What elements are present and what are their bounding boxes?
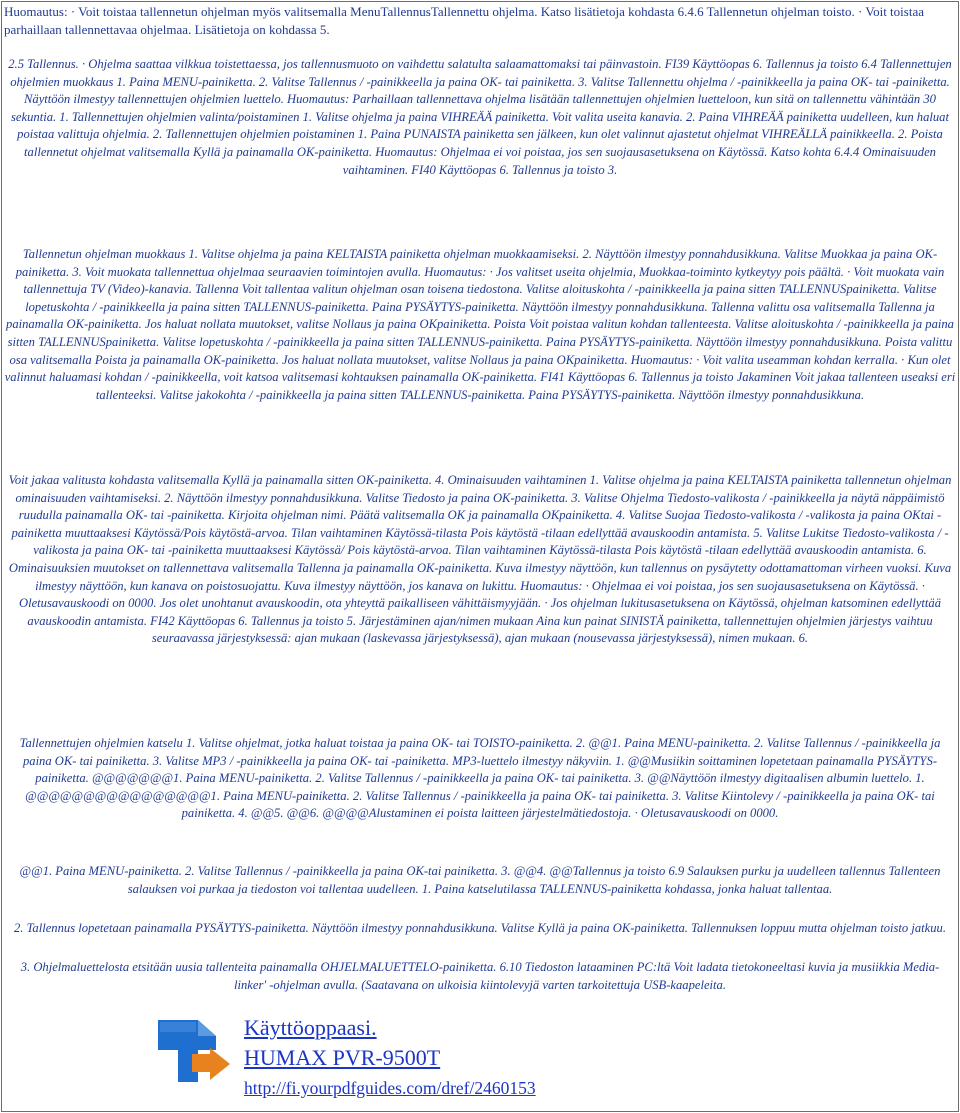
model-link[interactable]: HUMAX PVR-9500T xyxy=(244,1045,441,1070)
pc-download-paragraph: 3. Ohjelmaluettelosta etsitään uusia tallenteita painamalla OHJELMALUETTELO-painiketta. 6.10 Tiedoston lataaminen PC:ltä Voit ladata tietokoneeltasi kuvia ja musiikkia Media- linker' -ohjelman avulla. (Saatavana on ulkoisia kiintolevyjä varten tarkoitettuja USB-kaapeleita. xyxy=(20,960,940,992)
pdf-guides-logo xyxy=(152,1010,234,1086)
source-url-link[interactable]: http://fi.yourpdfguides.com/dref/2460153 xyxy=(244,1078,536,1098)
properties-paragraph: Voit jakaa valitusta kohdasta valitsemalla Kyllä ja painamalla sitten OK-painiketta. 4. Ominaisuuden vaihtaminen 1. Valitse ohjelma ja paina KELTAISTA painiketta tallennetun ohjelman ominaisuuden vaihtamiseksi. 2. Näyttöön ilmestyy ponnahdusikkuna. Valitse Tiedosto ja paina OK-painiketta. 3. Valitse Ohjelma Tiedosto-valikosta / -painikkeella ja näytä näppäimistö ruudulla painamalla OK- tai -painiketta. Kirjoita ohjelman nimi. Päätä valitsemalla OK ja painamalla OKpainiketta. 4. Valitse Suojaa Tiedosto-valikosta / -valikosta ja paina OKtai -painiketta muuttaaksesi Käytössä/Pois käytöstä-arvoa. Tilan vaihtaminen Käytössä-tilasta Pois käytöstä -tilaan edellyttää avauskoodin antamista. 5. Valitse Lukitse Tiedosto-valikosta / -valikosta ja paina OK- tai -painiketta muuttaaksesi Käytössä/ Pois käytöstä-arvoa. Tilan vaihtaminen Käytössä-tilasta Pois käytöstä -tilaan edellyttää avauskoodin antamista. 6. Ominaisuuksien muutokset on tallennettava valitsemalla Tallenna ja painamalla OK-painiketta. Kuva ilmestyy näyttöön, kun tallennus on pysäytetty odottamattoman virheen vuoksi. Kuva ilmestyy näyttöön, kun kanava on poistosuojattu. Kuva ilmestyy näyttöön, jos kanava on lukittu. Huomautus: · Ohjelmaa ei voi poistaa, jos sen suojausasetuksena on Käytössä. · Oletusavauskoodi on 0000. Jos olet unohtanut avauskoodin, ota yhteyttä paikalliseen vähittäismyyjään. · Jos ohjelman lukitusasetuksena on Käytössä, ohjelman katsominen edellyttää avauskoodin antamista. FI42 Käyttöopas 6. Tallennus ja toisto 5. Järjestäminen ajan/nimen mukaan Aina kun painat SINISTÄ painiketta, tallennettujen ohjelmien järjestys vaihtuu seuraavassa järjestyksessä: ajan mukaan (laskevassa järjestyksessä), ajan mukaan (nousevassa järjestyksessä), nimen mukaan. 6. xyxy=(8,473,952,646)
manual-title-link[interactable]: Käyttöoppaasi. xyxy=(244,1015,377,1040)
note-paragraph: Huomautus: · Voit toistaa tallennetun ohjelman myös valitsemalla MenuTallennusTallennettu ohjelma. Katso lisätietoja kohdasta 6.4.6 Tallennetun ohjelman toisto. · Voit toistaa parhaillaan tallennettavaa ohjelmaa. Lisätietoja on kohdassa 5. xyxy=(4,4,924,37)
decrypt-paragraph: @@1. Paina MENU-painiketta. 2. Valitse Tallennus / -painikkeella ja paina OK-tai painiketta. 3. @@4. @@Tallennus ja toisto 6.9 Salauksen purku ja uudelleen tallennus Tallenteen salauksen voi purkaa ja tiedoston voi tallentaa uudelleen. 1. Paina katselutilassa TALLENNUS-painiketta kohdassa, jonka haluat tallentaa. xyxy=(19,864,941,896)
edit-program-paragraph: Tallennetun ohjelman muokkaus 1. Valitse ohjelma ja paina KELTAISTA painiketta ohjelman muokkaamiseksi. 2. Näyttöön ilmestyy ponnahdusikkuna. Valitse Muokkaa ja paina OK-painiketta. 3. Voit muokata tallennettua ohjelmaa seuraavien toimintojen avulla. Huomautus: · Jos valitset useita ohjelmia, Muokkaa-toiminto kytkeytyy pois päältä. · Voit muokata vain tallennettuja TV (Video)-kanavia. Tallenna Voit tallentaa valitun ohjelman osan toisena tiedostona. Valitse aloituskohta / -painikkeella ja paina sitten TALLENNUSpainiketta. Valitse lopetuskohta / -painikkeella ja paina sitten TALLENNUS-painiketta. Paina PYSÄYTYS-painiketta. Näyttöön ilmestyy ponnahdusikkuna. Tallenna valittu osa valitsemalla Tallenna ja painamalla OK-painiketta. Jos haluat nollata muutokset, valitse Nollaus ja paina OKpainiketta. Poista Voit poistaa valitun kohdan tallenteesta. Valitse aloituskohta / -painikkeella ja paina sitten TALLENNUSpainiketta. Valitse lopetuskohta / -painikkeella ja paina sitten TALLENNUS-painiketta. Paina PYSÄYTYS-painiketta. Näyttöön ilmestyy ponnahdusikkuna. Poista valittu osa valitsemalla Poista ja painamalla OK-painiketta. Jos haluat nollata muutokset, valitse Nollaus ja paina OKpainiketta. Huomautus: · Voit valita useamman kohdan kerralla. · Kun olet valinnut haluamasi kohdan / -painikkeella, voit katsoa valitsemasi kohtauksen painamalla OK-painiketta. FI41 Käyttöopas 6. Tallennus ja toisto Jakaminen Voit jakaa tallenteen useaksi eri tallenteeksi. Valitse jakokohta / -painikkeella ja paina sitten TALLENNUS-painiketta. Paina PYSÄYTYS-painiketta. Näyttöön ilmestyy ponnahdusikkuna. xyxy=(4,247,956,402)
playback-paragraph: Tallennettujen ohjelmien katselu 1. Valitse ohjelmat, jotka haluat toistaa ja paina OK- tai TOISTO-painiketta. 2. @@1. Paina MENU-painiketta. 2. Valitse Tallennus / -painikkeella ja paina OK- tai painiketta. 3. Valitse MP3 / -painikkeella ja paina OK- tai -painiketta. MP3-luettelo ilmestyy näkyviin. 1. @@Musiikin soittaminen lopetetaan painamalla PYSÄYTYS-painiketta. @@@@@@@1. Paina MENU-painiketta. 2. Valitse Tallennus / -painikkeella ja paina OK- tai painiketta. 3. @@Näyttöön ilmestyy digitaalisen albumin luettelo. 1. @@@@@@@@@@@@@@@@1. Paina MENU-painiketta. 2. Valitse Tallennus / -painikkeella ja paina OK- tai painiketta. 3. Valitse Kiintolevy / -painikkeella ja paina OK- tai painiketta. 4. @@5. @@6. @@@@Alustaminen ei poista laitteen järjestelmätiedostoja. · Oletusavauskoodi on 0000. xyxy=(19,736,941,821)
recording-section-paragraph: 2.5 Tallennus. · Ohjelma saattaa vilkkua toistettaessa, jos tallennusmuoto on vaihdettu salatulta salaamattomaksi tai päinvastoin. FI39 Käyttöopas 6. Tallennus ja toisto 6.4 Tallennettujen ohjelmien muokkaus 1. Paina MENU-painiketta. 2. Valitse Tallennus / -painikkeella ja paina OK- tai painiketta. 3. Valitse Tallennettu ohjelma / -painikkeella ja paina OK- tai -painiketta. Näyttöön ilmestyy tallennettujen ohjelmien luettelo. Huomautus: Parhaillaan tallennettava ohjelma lisätään tallennettujen ohjelmien luetteloon, kun sitä on tallennettu vähintään 30 sekuntia. 1. Tallennettujen ohjelmien valinta/poistaminen 1. Valitse ohjelma ja paina VIHREÄÄ painiketta. Voit valita useita kanavia. 2. Paina VIHREÄÄ painiketta uudelleen, kun haluat poistaa valittuja ohjelmia. 2. Tallennettujen ohjelmien poistaminen 1. Paina PUNAISTA painiketta sen jälkeen, kun olet valinnut ajastetut ohjelmat VIHREÄLLÄ painikkeella. 2. Poista tallennetut ohjelmat valitsemalla Kyllä ja painamalla OK-painiketta. Huomautus: Ohjelmaa ei voi poistaa, jos sen suojausasetuksena on Käytössä. Katso kohta 6.4.4 Ominaisuuden vaihtaminen. FI40 Käyttöopas 6. Tallennus ja toisto 3. xyxy=(8,57,952,177)
stop-recording-paragraph: 2. Tallennus lopetetaan painamalla PYSÄYTYS-painiketta. Näyttöön ilmestyy ponnahdusikkuna. Valitse Kyllä ja paina OK-painiketta. Tallennuksen loppuu mutta ohjelman toisto jatkuu. xyxy=(13,921,946,935)
